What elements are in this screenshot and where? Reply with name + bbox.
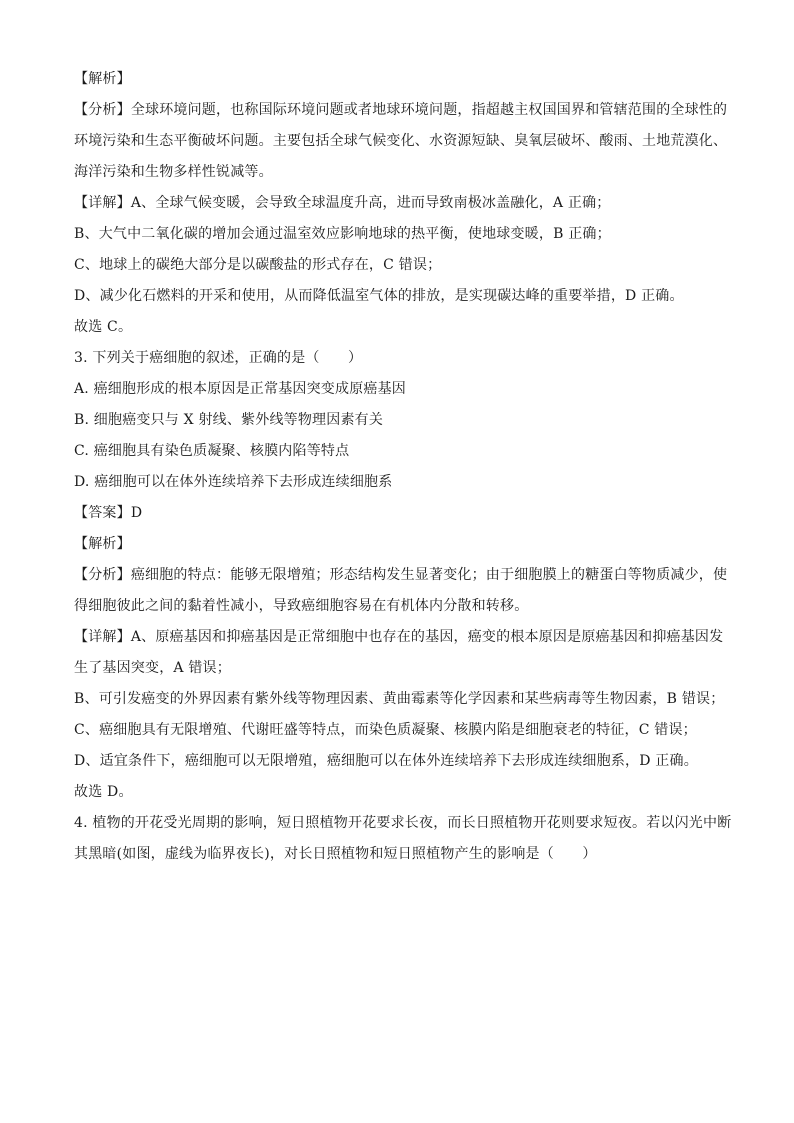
q2-analysis-heading: 【解析】 (74, 71, 131, 87)
q3-fenxi-line-1 (74, 560, 734, 591)
q2-xiangjie-line-a (74, 188, 734, 219)
q3-option-b: B. 细胞癌变只与 X 射线、紫外线等物理因素有关 (74, 412, 384, 428)
q3-fenxi-text-1: 癌细胞的特点：能够无限增殖；形态结构发生显著变化；由于细胞膜上的糖蛋白等物质减少，使 (130, 567, 728, 583)
q3-xiangjie-text-a1: A、原癌基因和抑癌基因是正常细胞中也存在的基因，癌变的根本原因是原癌基因和抑癌基因发 (130, 629, 724, 645)
q3-option-c: C. 癌细胞具有染色质凝聚、核膜内陷等特点 (74, 443, 350, 459)
q3-answer-value: D (130, 505, 143, 521)
q3-stem: 3. 下列关于癌细胞的叙述，正确的是（ ） (74, 350, 363, 366)
document-page (74, 64, 734, 870)
q2-fenxi-tag: 【分析】 (74, 102, 131, 118)
q3-answer-tag: 【答案】 (74, 505, 131, 521)
q2-xiangjie-line-d: D、减少化石燃料的开采和使用，从而降低温室气体的排放，是实现碳达峰的重要举措，D 正确。 (74, 288, 684, 304)
q2-fenxi-text-1: 全球环境问题，也称国际环境问题或者地球环境问题，指超越主权国国界和管辖范围的全球性的 (130, 102, 728, 118)
q3-fenxi-line-2: 得细胞彼此之间的黏着性减小，导致癌细胞容易在有机体内分散和转移。 (74, 598, 529, 614)
q4-stem-line-2: 其黑暗(如图，虚线为临界夜长)，对长日照植物和短日照植物产生的影响是（ ） (74, 846, 597, 862)
q2-xiangjie-line-c: C、地球上的碳绝大部分是以碳酸盐的形式存在，C 错误； (74, 257, 442, 273)
q3-xiangjie-line-c: C、癌细胞具有无限增殖、代谢旺盛等特点，而染色质凝聚、核膜内陷是细胞衰老的特征，C 错误； (74, 722, 697, 738)
q3-xiangjie-line-a1 (74, 622, 734, 653)
q3-xiangjie-line-d: D、适宜条件下，癌细胞可以无限增殖，癌细胞可以在体外连续培养下去形成连续细胞系，D 正确。 (74, 753, 698, 769)
q2-conclusion: 故选 C。 (74, 319, 133, 335)
q3-option-d: D. 癌细胞可以在体外连续培养下去形成连续细胞系 (74, 474, 393, 490)
q2-xiangjie-line-b: B、大气中二氧化碳的增加会通过温室效应影响地球的热平衡，使地球变暖，B 正确； (74, 226, 611, 242)
q3-answer-line (74, 498, 734, 529)
q2-fenxi-line-3: 海洋污染和生物多样性锐减等。 (74, 164, 273, 180)
q3-xiangjie-line-b: B、可引发癌变的外界因素有紫外线等物理因素、黄曲霉素等化学因素和某些病毒等生物因素，B 错误； (74, 691, 725, 707)
q2-xiangjie-tag: 【详解】 (74, 195, 131, 211)
q3-option-a: A. 癌细胞形成的根本原因是正常基因突变成原癌基因 (74, 381, 407, 397)
q3-analysis-heading: 【解析】 (74, 536, 131, 552)
q3-conclusion: 故选 D。 (74, 784, 133, 800)
q3-xiangjie-line-a2: 生了基因突变，A 错误； (74, 660, 231, 676)
q3-fenxi-tag: 【分析】 (74, 567, 131, 583)
q4-stem-line-1: 4. 植物的开花受光周期的影响，短日照植物开花要求长夜，而长日照植物开花则要求短夜。若以闪光中断 (74, 815, 732, 831)
q2-fenxi-line-1 (74, 95, 734, 126)
q2-fenxi-line-2: 环境污染和生态平衡破坏问题。主要包括全球气候变化、水资源短缺、臭氧层破坏、酸雨、土地荒漠化、 (74, 133, 728, 149)
q2-xiangjie-text-a: A、全球气候变暖，会导致全球温度升高，进而导致南极冰盖融化，A 正确； (130, 195, 611, 211)
q3-xiangjie-tag: 【详解】 (74, 629, 131, 645)
